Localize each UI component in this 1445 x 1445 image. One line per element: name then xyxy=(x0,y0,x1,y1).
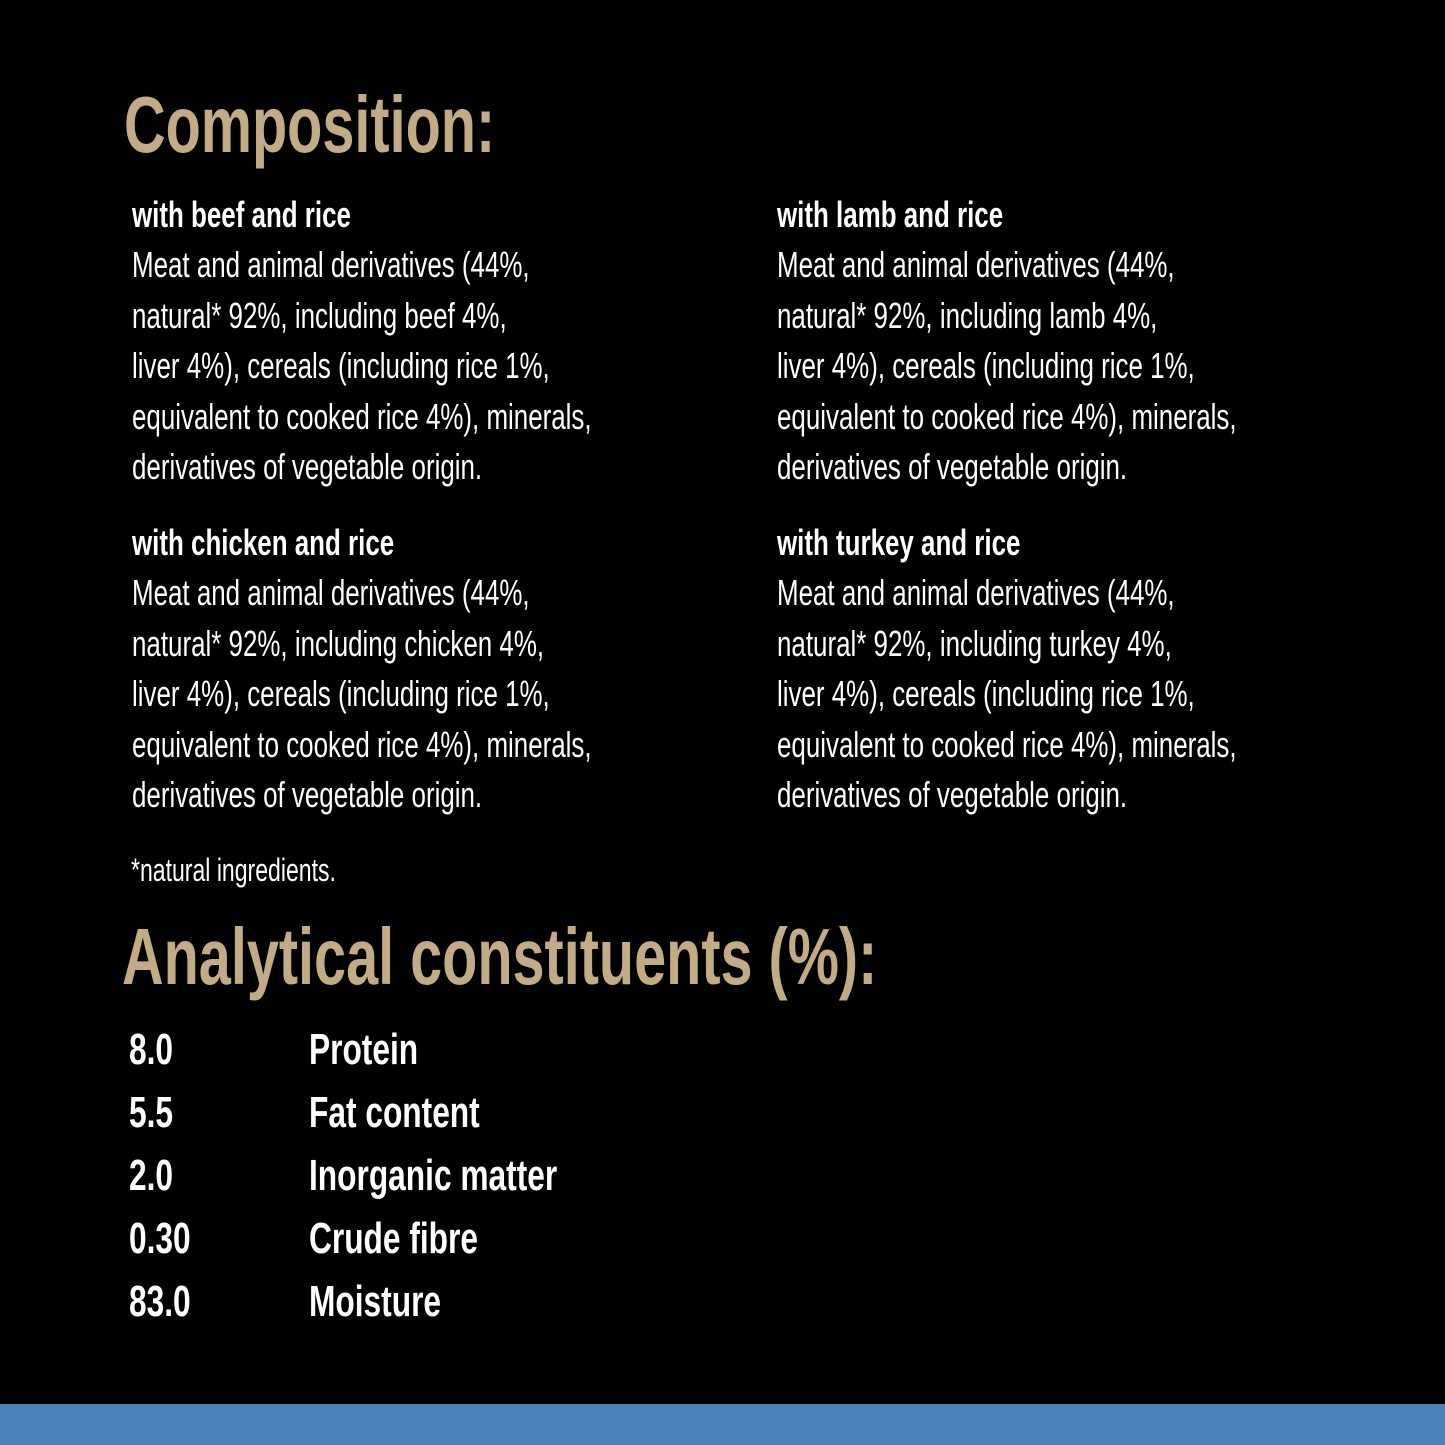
recipe-title: with lamb and rice xyxy=(777,194,1004,235)
recipe-text-line: derivatives of vegetable origin. xyxy=(777,446,1128,487)
recipe-text-line: equivalent to cooked rice 4%), minerals, xyxy=(777,723,1237,765)
recipe-block-beef xyxy=(132,190,752,493)
recipe-text-line: liver 4%), cereals (including rice 1%, xyxy=(132,345,550,386)
constituent-row-protein xyxy=(129,1022,829,1085)
constituent-value: 83.0 xyxy=(129,1277,191,1326)
recipe-text-line: natural* 92%, including beef 4%, xyxy=(132,294,507,336)
constituent-value: 0.30 xyxy=(129,1214,191,1263)
constituent-name: Protein xyxy=(309,1025,419,1074)
analytical-constituents-heading: Analytical constituents (%): xyxy=(122,912,878,1001)
recipe-title: with chicken and rice xyxy=(132,522,395,563)
constituent-row-inorganic-matter xyxy=(129,1148,829,1211)
constituent-row-moisture xyxy=(129,1274,829,1337)
constituent-row-crude-fibre xyxy=(129,1211,829,1274)
recipe-text-line: derivatives of vegetable origin. xyxy=(132,774,483,815)
natural-ingredients-footnote: *natural ingredients. xyxy=(131,852,336,888)
recipe-block-turkey xyxy=(777,518,1397,821)
recipe-text-line: Meat and animal derivatives (44%, xyxy=(132,244,530,285)
recipe-text-line: natural* 92%, including lamb 4%, xyxy=(777,294,1158,336)
recipe-text-line: liver 4%), cereals (including rice 1%, xyxy=(777,673,1195,714)
analytical-constituents-table xyxy=(129,1022,829,1337)
recipe-text-line: Meat and animal derivatives (44%, xyxy=(777,244,1175,285)
composition-heading: Composition: xyxy=(124,80,496,169)
recipe-text-line: natural* 92%, including chicken 4%, xyxy=(132,622,545,664)
recipe-block-chicken xyxy=(132,518,752,821)
recipe-text-line: derivatives of vegetable origin. xyxy=(777,774,1128,815)
constituent-name: Crude fibre xyxy=(309,1214,478,1263)
recipe-title: with turkey and rice xyxy=(777,522,1021,563)
constituent-name: Moisture xyxy=(309,1277,442,1326)
recipe-text-line: liver 4%), cereals (including rice 1%, xyxy=(132,673,550,714)
recipe-text-line: derivatives of vegetable origin. xyxy=(132,446,483,487)
constituent-name: Fat content xyxy=(309,1088,480,1137)
constituent-value: 5.5 xyxy=(129,1088,174,1137)
constituent-value: 2.0 xyxy=(129,1151,174,1200)
recipe-text-line: Meat and animal derivatives (44%, xyxy=(777,572,1175,613)
constituent-row-fat-content xyxy=(129,1085,829,1148)
recipe-text-line: equivalent to cooked rice 4%), minerals, xyxy=(777,395,1237,437)
recipe-text-line: Meat and animal derivatives (44%, xyxy=(132,572,530,613)
recipe-text-line: natural* 92%, including turkey 4%, xyxy=(777,622,1172,664)
recipe-text-line: equivalent to cooked rice 4%), minerals, xyxy=(132,723,592,765)
recipe-text-line: equivalent to cooked rice 4%), minerals, xyxy=(132,395,592,437)
recipe-block-lamb xyxy=(777,190,1397,493)
constituent-value: 8.0 xyxy=(129,1025,174,1074)
recipe-title: with beef and rice xyxy=(132,194,351,235)
constituent-name: Inorganic matter xyxy=(309,1151,558,1200)
bottom-color-band xyxy=(0,1404,1445,1445)
recipe-text-line: liver 4%), cereals (including rice 1%, xyxy=(777,345,1195,386)
